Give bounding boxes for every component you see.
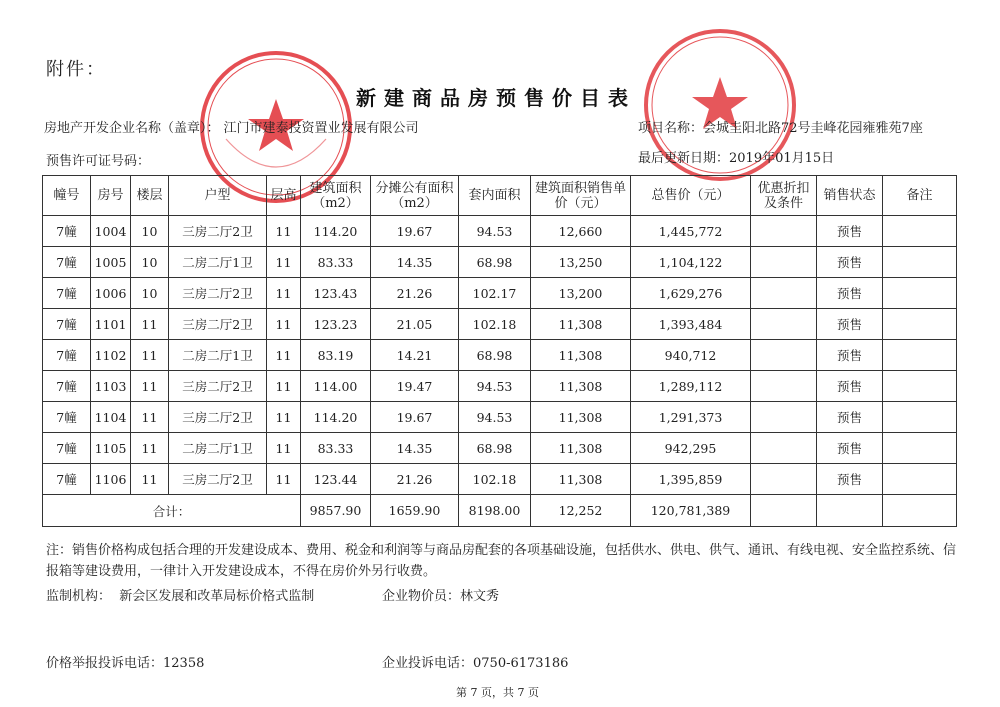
table-cell: 7幢 — [43, 433, 91, 464]
col-header: 总售价（元） — [631, 176, 751, 216]
table-cell: 1105 — [91, 433, 131, 464]
report-phone-line — [46, 652, 204, 671]
table-cell: 123.44 — [301, 464, 371, 495]
table-cell: 三房二厅2卫 — [169, 309, 267, 340]
table-cell: 预售 — [817, 216, 883, 247]
total-label: 合计： — [43, 495, 301, 527]
table-cell: 19.67 — [371, 402, 459, 433]
table-cell — [883, 216, 957, 247]
table-cell — [883, 340, 957, 371]
col-header: 建筑面积销售单价（元） — [531, 176, 631, 216]
col-header: 户型 — [169, 176, 267, 216]
table-cell — [751, 464, 817, 495]
table-cell: 114.20 — [301, 216, 371, 247]
report-phone-label: 价格举报投诉电话： — [46, 656, 164, 671]
table-cell: 1103 — [91, 371, 131, 402]
table-cell: 预售 — [817, 402, 883, 433]
table-cell: 1004 — [91, 216, 131, 247]
table-cell: 三房二厅2卫 — [169, 371, 267, 402]
table-cell — [751, 433, 817, 464]
table-cell: 二房二厅1卫 — [169, 340, 267, 371]
total-inner-area: 8198.00 — [459, 495, 531, 527]
table-cell: 1,104,122 — [631, 247, 751, 278]
table-cell — [883, 402, 957, 433]
col-header: 幢号 — [43, 176, 91, 216]
table-cell: 19.47 — [371, 371, 459, 402]
table-cell: 68.98 — [459, 340, 531, 371]
table-cell: 11 — [267, 216, 301, 247]
supervise-org: 新会区发展和改革局标价格式监制 — [119, 589, 315, 604]
table-cell: 11,308 — [531, 464, 631, 495]
table-cell: 11 — [267, 371, 301, 402]
table-cell: 94.53 — [459, 371, 531, 402]
table-cell: 7幢 — [43, 340, 91, 371]
table-cell: 三房二厅2卫 — [169, 216, 267, 247]
permit-label: 预售许可证号码： — [46, 154, 151, 169]
table-cell — [883, 247, 957, 278]
table-cell: 1,395,859 — [631, 464, 751, 495]
table-cell: 1102 — [91, 340, 131, 371]
table-cell: 7幢 — [43, 309, 91, 340]
table-cell: 预售 — [817, 278, 883, 309]
table-cell: 123.43 — [301, 278, 371, 309]
col-header: 房号 — [91, 176, 131, 216]
table-header-row — [43, 176, 957, 216]
table-cell: 11,308 — [531, 433, 631, 464]
table-cell: 1006 — [91, 278, 131, 309]
table-cell — [883, 464, 957, 495]
table-cell: 预售 — [817, 433, 883, 464]
total-status-cell — [817, 495, 883, 527]
table-cell — [751, 340, 817, 371]
table-cell: 940,712 — [631, 340, 751, 371]
price-officer-line — [382, 585, 499, 604]
table-cell — [751, 278, 817, 309]
table-row — [43, 433, 957, 464]
table-cell: 1101 — [91, 309, 131, 340]
table-cell — [751, 309, 817, 340]
table-cell: 三房二厅2卫 — [169, 402, 267, 433]
table-cell: 21.05 — [371, 309, 459, 340]
price-officer-name: 林文秀 — [460, 589, 500, 604]
table-cell: 114.20 — [301, 402, 371, 433]
col-header: 分摊公有面积（m2） — [371, 176, 459, 216]
table-cell: 1106 — [91, 464, 131, 495]
table-cell: 7幢 — [43, 247, 91, 278]
update-date: 2019年01月15日 — [729, 151, 835, 166]
col-header: 备注 — [883, 176, 957, 216]
table-cell: 13,250 — [531, 247, 631, 278]
table-cell: 14.21 — [371, 340, 459, 371]
table-cell: 二房二厅1卫 — [169, 433, 267, 464]
table-cell: 11,308 — [531, 371, 631, 402]
table-cell: 12,660 — [531, 216, 631, 247]
table-cell: 预售 — [817, 464, 883, 495]
col-header: 楼层 — [131, 176, 169, 216]
table-cell: 11,308 — [531, 340, 631, 371]
table-cell: 10 — [131, 247, 169, 278]
table-row — [43, 402, 957, 433]
price-officer-label: 企业物价员： — [382, 589, 461, 604]
table-cell: 11 — [131, 371, 169, 402]
developer-label: 房地产开发企业名称（盖章）： — [44, 121, 220, 136]
table-cell: 13,200 — [531, 278, 631, 309]
table-cell: 94.53 — [459, 402, 531, 433]
table-cell: 11 — [131, 340, 169, 371]
table-row — [43, 247, 957, 278]
table-cell — [883, 433, 957, 464]
table-cell: 11 — [131, 433, 169, 464]
table-cell: 68.98 — [459, 433, 531, 464]
table-row — [43, 340, 957, 371]
table-cell: 7幢 — [43, 464, 91, 495]
table-cell: 1,629,276 — [631, 278, 751, 309]
developer-name: 江门市建泰投资置业发展有限公司 — [223, 121, 419, 136]
table-cell: 11 — [267, 402, 301, 433]
table-cell — [751, 247, 817, 278]
attachment-label: 附件： — [46, 59, 106, 80]
table-row — [43, 216, 957, 247]
table-cell: 21.26 — [371, 278, 459, 309]
table-cell: 三房二厅2卫 — [169, 464, 267, 495]
table-cell: 11 — [131, 309, 169, 340]
col-header: 优惠折扣及条件 — [751, 176, 817, 216]
price-note: 注：销售价格构成包括合理的开发建设成本、费用、税金和利润等与商品房配套的各项基础设施，包括供水、供电、供气、通讯、有线电视、安全监控系统、信报箱等建设费用，一律计入开发建设成本，不得在房价外另行收费。 — [46, 543, 957, 579]
table-cell: 11 — [267, 278, 301, 309]
table-cell: 83.33 — [301, 433, 371, 464]
page-number: 第 7 页，共 7 页 — [456, 686, 539, 699]
table-cell: 11,308 — [531, 402, 631, 433]
col-header: 套内面积 — [459, 176, 531, 216]
price-table — [42, 175, 957, 527]
complaint-phone-label: 企业投诉电话： — [382, 656, 474, 671]
table-cell — [883, 278, 957, 309]
table-cell: 83.19 — [301, 340, 371, 371]
table-cell: 1005 — [91, 247, 131, 278]
table-row — [43, 278, 957, 309]
update-label: 最后更新日期： — [638, 151, 730, 166]
table-cell — [883, 309, 957, 340]
update-line — [638, 147, 834, 166]
table-cell: 7幢 — [43, 216, 91, 247]
table-cell: 123.23 — [301, 309, 371, 340]
table-cell: 19.67 — [371, 216, 459, 247]
supervise-label: 监制机构： — [46, 589, 112, 604]
table-cell: 11 — [131, 464, 169, 495]
table-cell: 7幢 — [43, 402, 91, 433]
table-row — [43, 309, 957, 340]
project-label: 项目名称： — [638, 121, 704, 136]
table-cell: 1,445,772 — [631, 216, 751, 247]
table-cell: 11 — [267, 247, 301, 278]
table-cell — [751, 371, 817, 402]
total-shared-area: 1659.90 — [371, 495, 459, 527]
table-cell: 14.35 — [371, 247, 459, 278]
table-cell: 11 — [131, 402, 169, 433]
table-cell: 三房二厅2卫 — [169, 278, 267, 309]
table-cell: 预售 — [817, 309, 883, 340]
table-cell: 83.33 — [301, 247, 371, 278]
col-header: 销售状态 — [817, 176, 883, 216]
table-cell: 102.17 — [459, 278, 531, 309]
total-remark-cell — [883, 495, 957, 527]
table-cell: 预售 — [817, 340, 883, 371]
table-cell: 21.26 — [371, 464, 459, 495]
col-header: 层高 — [267, 176, 301, 216]
table-cell: 10 — [131, 278, 169, 309]
complaint-phone-line — [382, 652, 568, 671]
supervise-line — [46, 585, 314, 604]
table-cell: 1,291,373 — [631, 402, 751, 433]
total-row — [43, 495, 957, 527]
table-cell: 942,295 — [631, 433, 751, 464]
table-cell — [883, 371, 957, 402]
table-cell: 94.53 — [459, 216, 531, 247]
table-cell: 11 — [267, 433, 301, 464]
table-body — [43, 216, 957, 495]
table-cell: 1104 — [91, 402, 131, 433]
table-cell: 102.18 — [459, 464, 531, 495]
table-cell — [751, 216, 817, 247]
table-cell: 7幢 — [43, 371, 91, 402]
table-cell: 114.00 — [301, 371, 371, 402]
table-cell: 二房二厅1卫 — [169, 247, 267, 278]
table-cell: 预售 — [817, 247, 883, 278]
col-header: 建筑面积（m2） — [301, 176, 371, 216]
table-cell: 预售 — [817, 371, 883, 402]
complaint-phone: 0750-6173186 — [473, 656, 569, 671]
table-cell — [751, 402, 817, 433]
page-title: 新建商品房预售价目表 — [356, 86, 636, 110]
total-unit-price: 12,252 — [531, 495, 631, 527]
total-discount-cell — [751, 495, 817, 527]
developer-line — [44, 117, 419, 136]
table-cell: 7幢 — [43, 278, 91, 309]
report-phone: 12358 — [163, 656, 205, 671]
table-cell: 14.35 — [371, 433, 459, 464]
total-building-area: 9857.90 — [301, 495, 371, 527]
table-cell: 11 — [267, 464, 301, 495]
project-name: 会城圭阳北路72号圭峰花园雍雅苑7座 — [703, 121, 923, 136]
table-cell: 1,393,484 — [631, 309, 751, 340]
table-cell: 102.18 — [459, 309, 531, 340]
project-line — [638, 117, 923, 136]
table-cell: 11 — [267, 340, 301, 371]
table-cell: 68.98 — [459, 247, 531, 278]
table-row — [43, 371, 957, 402]
table-cell: 11,308 — [531, 309, 631, 340]
table-cell: 10 — [131, 216, 169, 247]
table-cell: 11 — [267, 309, 301, 340]
table-cell: 1,289,112 — [631, 371, 751, 402]
table-row — [43, 464, 957, 495]
total-price: 120,781,389 — [631, 495, 751, 527]
